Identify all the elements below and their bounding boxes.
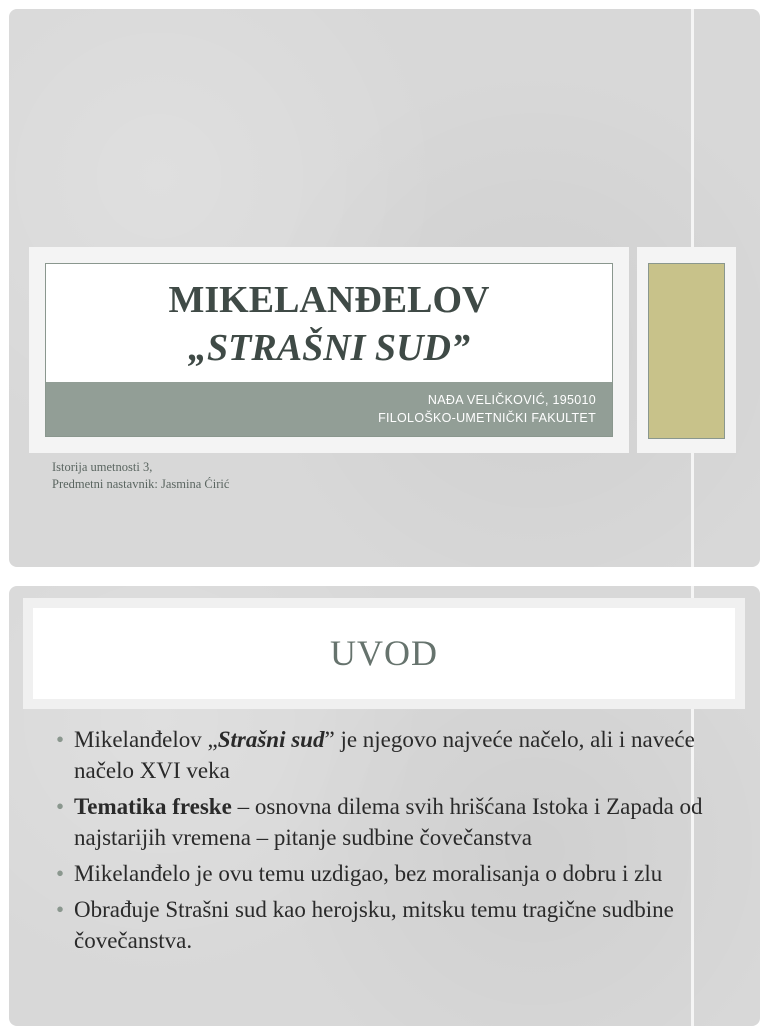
bullet-icon: • (56, 794, 65, 819)
course-name: Istorija umetnosti 3, (52, 460, 153, 474)
list-item: • Mikelanđelo je ovu temu uzdigao, bez moralisanja o dobru i zlu (56, 858, 716, 889)
author-name: NAĐA VELIČKOVIĆ, 195010 (427, 393, 596, 407)
subtitle-band (46, 382, 612, 436)
title-slide (9, 9, 760, 567)
presentation-title (46, 276, 612, 372)
bullet-icon: • (56, 727, 65, 752)
bullet-icon: • (56, 861, 65, 886)
accent-box (648, 263, 725, 439)
faculty-name: FILOLOŠKO-UMETNIČKI FAKULTET (378, 411, 596, 425)
list-item: • Mikelanđelov „Strašni sud” je njegovo najveće načelo, ali i naveće načelo XVI veka (56, 724, 716, 786)
intro-slide (9, 586, 760, 1026)
uvod-box (33, 608, 735, 699)
list-item: • Obrađuje Strašni sud kao herojsku, mitsku temu tragične sudbine čovečanstva. (56, 894, 716, 956)
slide-title: UVOD (330, 633, 438, 673)
bullet-list (56, 724, 716, 961)
title-line-2: „STRAŠNI SUD” (188, 327, 470, 369)
teacher-name: Predmetni nastavnik: Jasmina Ćirić (52, 477, 230, 491)
title-box (45, 263, 613, 437)
course-info (52, 459, 229, 493)
title-line-1: MIKELANĐELOV (168, 279, 490, 321)
list-item: • Tematika freske – osnovna dilema svih hrišćana Istoka i Zapada od najstarijih vremena – pitanje sudbine čovečanstva (56, 791, 716, 853)
bullet-icon: • (56, 897, 65, 922)
